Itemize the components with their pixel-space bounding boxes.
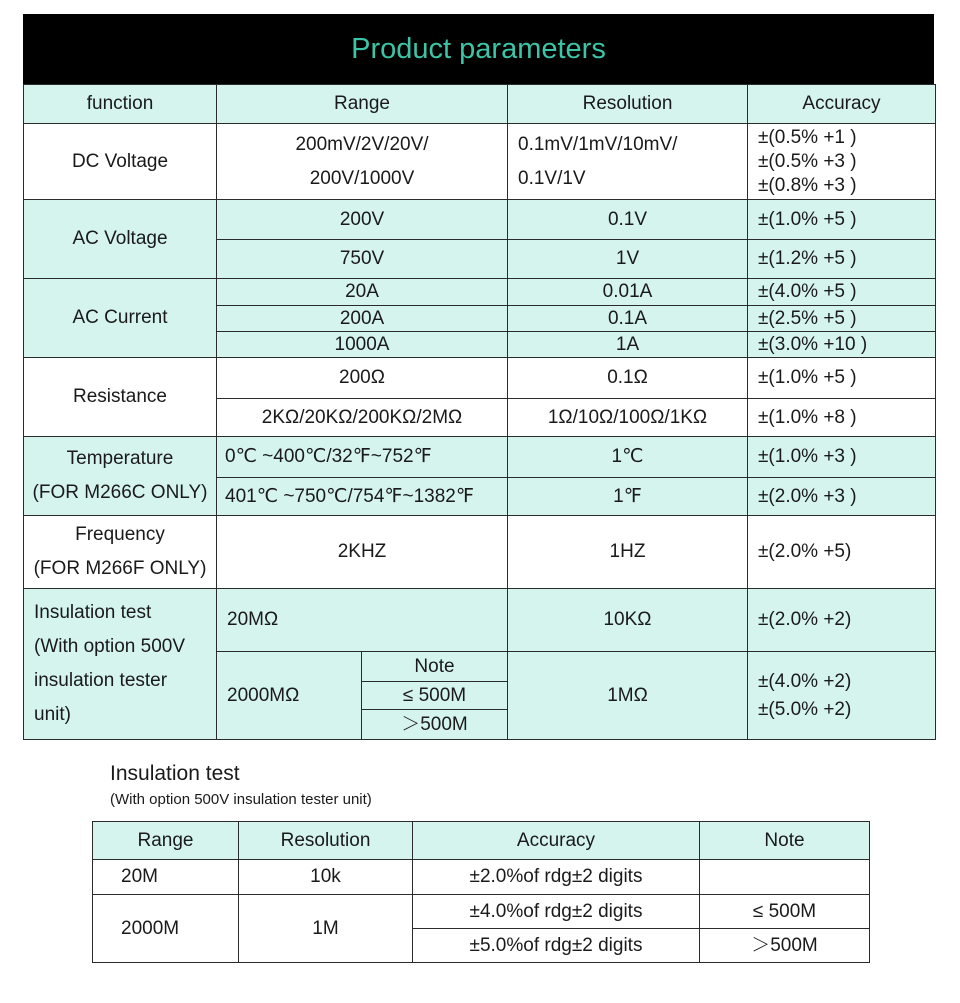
note-cell: ＞500M <box>700 929 870 963</box>
insulation-range: 2000MΩ <box>217 652 362 740</box>
header-resolution: Resolution <box>508 85 748 124</box>
temperature-resolution: 1℉ <box>508 478 748 516</box>
table-row <box>93 860 870 895</box>
note-cell: ≤ 500M <box>700 895 870 929</box>
header-row <box>24 85 936 124</box>
frequency-resolution: 1HZ <box>508 516 748 589</box>
dc-voltage-row <box>24 124 936 200</box>
title-banner <box>23 14 934 84</box>
insulation-table <box>92 821 870 963</box>
frequency-row <box>24 516 936 589</box>
temperature-accuracy: ±(1.0% +3 ) <box>748 437 936 478</box>
insulation-note-header: Note <box>362 652 508 682</box>
dc-voltage-range: 200mV/2V/20V/ 200V/1000V <box>217 124 508 200</box>
resistance-row <box>24 358 936 399</box>
ac-current-resolution: 1A <box>508 332 748 358</box>
dc-voltage-accuracy: ±(0.5% +1 ) ±(0.5% +3 ) ±(0.8% +3 ) <box>748 124 936 200</box>
resistance-accuracy: ±(1.0% +5 ) <box>748 358 936 399</box>
ac-current-range: 20A <box>217 279 508 306</box>
ac-current-resolution: 0.1A <box>508 306 748 332</box>
ac-current-row <box>24 279 936 306</box>
resistance-accuracy: ±(1.0% +8 ) <box>748 399 936 437</box>
resolution-cell: 10k <box>239 860 413 895</box>
insulation-accuracy: ±(2.0% +2) <box>748 589 936 652</box>
ac-voltage-label: AC Voltage <box>24 200 217 279</box>
ac-voltage-range: 750V <box>217 240 508 279</box>
resistance-range: 2KΩ/20KΩ/200KΩ/2MΩ <box>217 399 508 437</box>
ac-current-resolution: 0.01A <box>508 279 748 306</box>
insulation-section-title: Insulation test <box>110 762 240 785</box>
temperature-range: 0℃ ~400℃/32℉~752℉ <box>217 437 508 478</box>
ac-current-accuracy: ±(2.5% +5 ) <box>748 306 936 332</box>
ac-voltage-accuracy: ±(1.0% +5 ) <box>748 200 936 240</box>
ac-voltage-resolution: 1V <box>508 240 748 279</box>
resolution-cell: 1M <box>239 895 413 963</box>
frequency-accuracy: ±(2.0% +5) <box>748 516 936 589</box>
note-cell <box>700 860 870 895</box>
dc-voltage-resolution: 0.1mV/1mV/10mV/ 0.1V/1V <box>508 124 748 200</box>
header-row <box>93 822 870 860</box>
insulation-range: 20MΩ <box>217 589 508 652</box>
parameters-table <box>23 84 936 740</box>
ac-voltage-resolution: 0.1V <box>508 200 748 240</box>
accuracy-cell: ±2.0%of rdg±2 digits <box>413 860 700 895</box>
insulation-resolution: 1MΩ <box>508 652 748 740</box>
resistance-label: Resistance <box>24 358 217 437</box>
temperature-row <box>24 437 936 478</box>
range-cell: 2000M <box>93 895 239 963</box>
ac-current-accuracy: ±(3.0% +10 ) <box>748 332 936 358</box>
dc-voltage-label: DC Voltage <box>24 124 217 200</box>
accuracy-cell: ±4.0%of rdg±2 digits <box>413 895 700 929</box>
header-function: function <box>24 85 217 124</box>
ac-voltage-row <box>24 200 936 240</box>
resistance-range: 200Ω <box>217 358 508 399</box>
table-row <box>93 895 870 929</box>
insulation-row <box>24 589 936 652</box>
frequency-label: Frequency (FOR M266F ONLY) <box>24 516 217 589</box>
insulation-note: ＞500M <box>362 710 508 740</box>
insulation-label: Insulation test (With option 500V insulation tester unit) <box>24 589 217 740</box>
ac-current-range: 1000A <box>217 332 508 358</box>
insulation-note: ≤ 500M <box>362 682 508 710</box>
ac-current-label: AC Current <box>24 279 217 358</box>
ac-current-accuracy: ±(4.0% +5 ) <box>748 279 936 306</box>
ac-voltage-range: 200V <box>217 200 508 240</box>
range-cell: 20M <box>93 860 239 895</box>
header-accuracy: Accuracy <box>413 822 700 860</box>
temperature-accuracy: ±(2.0% +3 ) <box>748 478 936 516</box>
ac-voltage-accuracy: ±(1.2% +5 ) <box>748 240 936 279</box>
page-title: Product parameters <box>351 32 606 65</box>
header-accuracy: Accuracy <box>748 85 936 124</box>
temperature-resolution: 1℃ <box>508 437 748 478</box>
header-range: Range <box>93 822 239 860</box>
accuracy-cell: ±5.0%of rdg±2 digits <box>413 929 700 963</box>
temperature-range: 401℃ ~750℃/754℉~1382℉ <box>217 478 508 516</box>
header-range: Range <box>217 85 508 124</box>
resistance-resolution: 0.1Ω <box>508 358 748 399</box>
insulation-section-subtitle: (With option 500V insulation tester unit) <box>110 791 372 808</box>
insulation-resolution: 10KΩ <box>508 589 748 652</box>
insulation-accuracy: ±(4.0% +2) ±(5.0% +2) <box>748 652 936 740</box>
temperature-label: Temperature (FOR M266C ONLY) <box>24 437 217 516</box>
header-resolution: Resolution <box>239 822 413 860</box>
ac-current-range: 200A <box>217 306 508 332</box>
resistance-resolution: 1Ω/10Ω/100Ω/1KΩ <box>508 399 748 437</box>
header-note: Note <box>700 822 870 860</box>
frequency-range: 2KHZ <box>217 516 508 589</box>
